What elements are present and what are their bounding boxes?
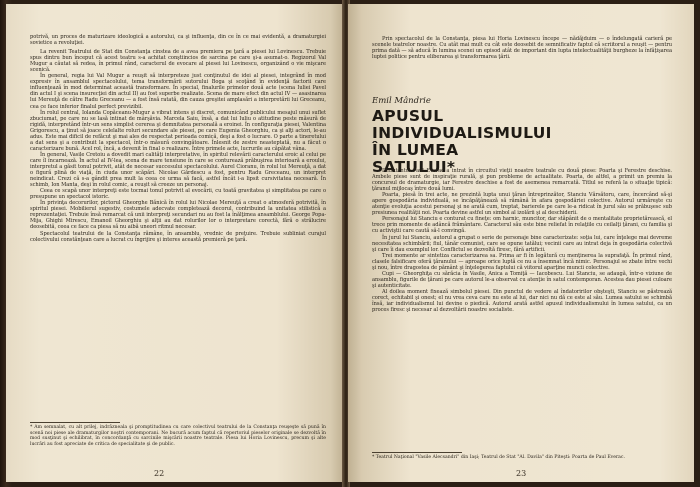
paragraph: Personajul lui Stanciu e conturat cu fineţe: om harnic, muncitor, dar stăpânit de o mentalitate proprietărească, el trece prin momente de adâncă frământare. Caracterul său este bine reliefat în relaţiile cu ceilalţi ţărani, cu familia şi cu activiştii care caută să-l convingă. (372, 216, 672, 235)
article-author: Emil Mândrie (372, 96, 431, 106)
paragraph: În jurul lui Stanciu, autorul a grupat o serie de personaje bine caracterizate: soţia lui, care înţelege mai devreme necesitatea schimbării; fiul, tânăr comunist, care se opune tatălui; vecinii care au intrat deja în gospodăria colectivă şi care îi dau exemplul lor. Conflictul se dezvoltă firesc, fără artificii. (372, 234, 672, 253)
footnote: * Teatrul Naţional "Vasile Alecsandri" din Iaşi; Teatrul de Stat "Al. Davila" din Piteşti: Poarta de Paul Everac. (372, 455, 625, 460)
paragraph: Trei momente ar sintetiza caracterizarea sa. Prima ar fi în legătură cu menţinerea la suprafaţă. În primul rând, clasele falsificare oferă ţăranului — aproape orice luptă ce nu a însemnat încă nimic. Personajul se zbate între vechi şi nou, între dragostea de pământ şi înţelegerea faptului că viitorul aparţine muncii colective. (372, 252, 672, 271)
paragraph: În general, Vasile Cretoiu a dovedit mari calităţi interpretative, în spiritul relevării caracterului eroic al celui pe care îl încarnează. În actul al IV-lea, scena de mare tensiune în care se conturează prăbuşirea interioară a eroului, interpretul a găsit tonul potrivit, atât de necesar succesului spectacolului. Aurel Cioranu, în rolul lui Mereuţă, a dat o figură plină de viaţă, în ciuda unor scăpări. Nicolae Gărdescu a fost, pentru Radu Greceanu, un interpret neindicat. Crezi că s-a gândit prea mult la ceea ce urma să facă, astfel încât i-a lipsit cursivitatea necesară. În schimb, Ion Manta, deşi în rolul comic, a reuşit să creeze un personaj. (30, 151, 326, 189)
right-page-intro (372, 36, 672, 60)
paragraph: Spectacolul teatrului de la Constanţa rămâne, în ansamblu, vrednic de preţuire. Trebuie subliniat curajul colectivului constănţean care a lucrat cu îngrijire şi interes această premieră pe ţară. (30, 230, 326, 243)
right-page (348, 4, 694, 482)
paragraph: Debutantul Paul Everac a intrat în circuitul vieţii noastre teatrale cu două piese: Poarta şi Ferestre deschise. Ambele piese sunt de inspiraţie rurală, şi pun probleme de actualitate. Poarta, de altfel, a primit un premiu la concursul de dramaturgie, iar Ferestre deschise a fost de asemenea remarcată. Titlul se referă la o situaţie tipică: ţăranul mijlocaş între două lumi. (372, 168, 672, 193)
paragraph: În privinţa decorurilor, pictorul Gheorghe Bănică în rolul lui Nicolae Mereuţă a creat o atmosferă potrivită, în spiritul piesei. Mobilierul sugestiv, costumele adecvate completează decorul, contribuind la unitatea stilistică a reprezentaţiei. Trebuie însă remarcat că unii interpreţi secundari nu au fost la înălţimea ansamblului. George Popa-Mija, Ghighi Mirescu, Emanoil Gheorghiu şi alţii au dat rolurilor lor o interpretare corectă, fără o strălucire deosebită, ceea ce face ca piesa să nu aibă uneori ritmul necesar. (30, 200, 326, 231)
footnote: * Am semnalat, cu alt prilej, indrăzneala şi promptitudinea cu care colectivul teatrului de la Constanţa reuşeşte să pună în scenă noi piese ale dramaturgilor noştri contemporani. Ne bucură acum faptul că repertoriul pieselor originale se dezvoltă în mod susţinut şi echilibrat, în concordanţă cu sarcinile mişcării noastre teatrale. Piesa lui Horia Lovinescu, precum şi alte lucrări au fost apreciate de critica de specialitate şi de public. (30, 425, 326, 447)
paragraph: Ceea ce scapă unor interpreţi este tocmai tonul potrivit al evocării, cu toată gravitatea şi simplitatea pe care o presupune un spectacol istoric. (30, 188, 326, 201)
paragraph: Al doilea moment fixează simbolul piesei. Din punctul de vedere al îndatoririlor obşteşti, Stanciu se păstrează corect, echitabil şi onest; el nu vrea ceva care nu este al lui, dar nici nu dă ce este al său. Lumea satului se schimbă însă, iar individualismul lui devine o piedică. Autorul arată astfel apusul individualismului în lumea satului, ca un proces firesc şi necesar al dezvoltării noastre socialiste. (372, 288, 672, 314)
paragraph: În rolul central, Iolanda Copăceanu-Mugur a vibrat intens şi discret, comunicând publicului mesajul unui suflet zbuciumat, pe care nu se lasă intinat de mârşăvia. Marcela Saiu, însă, a dat lui Iuliu o atitudine peste măsură de rigidă, interpretând într-un sens simplist cererea şi demnitatea personală a eroinei. În configuraţia piesei, Valentina Grigorescu, a ţinut să joace celelalte roluri secundare ale piesei, pe care Eugenia Gheorghiu, ca şi alţi actori, le-au adus. Este mai dificil de refăcut şi mai ales de respectat perioada comică, deşi a fost o lucrare. O parte a tineretului a dat sens şi a contribuit la spectacol, într-o măsură convingătoare. Înlesnit de zestre neasteptată, nu a făcut o caracterizare bună. Acel rol, încă, a devenit în final o realizare. Între primele acte, lucrurile au căpătat vâna. (30, 109, 326, 152)
paragraph: În general, regia lui Val Mugur a reuşit să interpreteze just conţinutul de idei al piesei, integrând în mod expresiv în ansamblul spectacolului, tema transformării sutorului Boga şi scoţând în evidenţă factorii care influenţează în mod determinat această transformare. În special, finalurile primelor două acte (scena Iuliei Pavel din actul I şi scena insurecţiei din actul II) au fost superbe realizate. Scena de mare efect din actul IV — asasinarea lui Mereuţă de către Radu Greceanu — a fost însă ratată, din cauza greşitei amplasări a interpretării lui Greceanu, cea ce face inferior finalul perfect previzibil. (30, 73, 326, 110)
left-page (6, 4, 344, 482)
paragraph: Cupi — Gheorghiţa cu sărăcia în Vasile, Anica a Tomiţă — Iacobescu. Lui Stanciu, se adaugă, într-o viziune de ansamblu, figurile de ţărani pe care autorul le-a observat cu atenţie în satul contemporan. Acestea dau piesei culoare şi autenticitate. (372, 270, 672, 289)
left-page-text (30, 34, 326, 243)
page-number: 23 (516, 469, 527, 478)
page-number: 22 (154, 469, 165, 478)
footnote-rule (30, 422, 120, 423)
paragraph: potrivă, un proces de maturizare ideologică a autorului, ca şi influenţa, din ce în ce mai evidentă, a dramaturgiei sovietice a revoluţiei. (30, 34, 326, 47)
paragraph: Prin spectacolul de la Constanţa, piesa lui Horia Lovinescu începe — nădăjduim — o îndelungată carieră pe scenele teatrelor noastre. Cu atât mai mult cu cât este deosebit de semnificativ faptul că scriitorul a reuşit — pentru prima dată — să aducă în lumina scenei un episod atât de important din lupta intelectualităţii burgheze la înfăţişarea luptei politice pentru eliberarea şi transformarea ţării. (372, 36, 672, 61)
paragraph: Poarta, piesă în trei acte, ne prezintă lupta unui ţăran întreprinzător, Stanciu Vărsătoru, care, încercând să-şi apere gospodăria individuală, se încăpăţânează să rămână în afara gospodăriei colective. Autorul urmăreşte cu atenţie evoluţia acestui personaj şi ne arată cum, treptat, barierele pe care le-a ridicat în jurul său se prăbuşesc sub presiunea realităţii noi. Poarta devine astfel un simbol al izolării şi al deschiderii. (372, 192, 672, 217)
paragraph: La revenit Teatrului de Stat din Constanţa cinstea de a avea premiera pe ţară a piesei lui Lovinescu. Trebuie spus dintru bun început că acest teatru s-a achitat conştiincios de sarcina pe care şi-a asumat-o. Regizorul Val Mugur a căutat să redea, în primul rând, caracterul de evocare al piesei lui Lovinescu, organizând o vie mişcare scenică. (30, 49, 326, 74)
right-page-text (372, 168, 672, 313)
footnote-rule (372, 452, 462, 453)
article-headline: APUSUL INDIVIDUALISMULUI ÎN LUMEA SATULUI* (372, 107, 552, 176)
